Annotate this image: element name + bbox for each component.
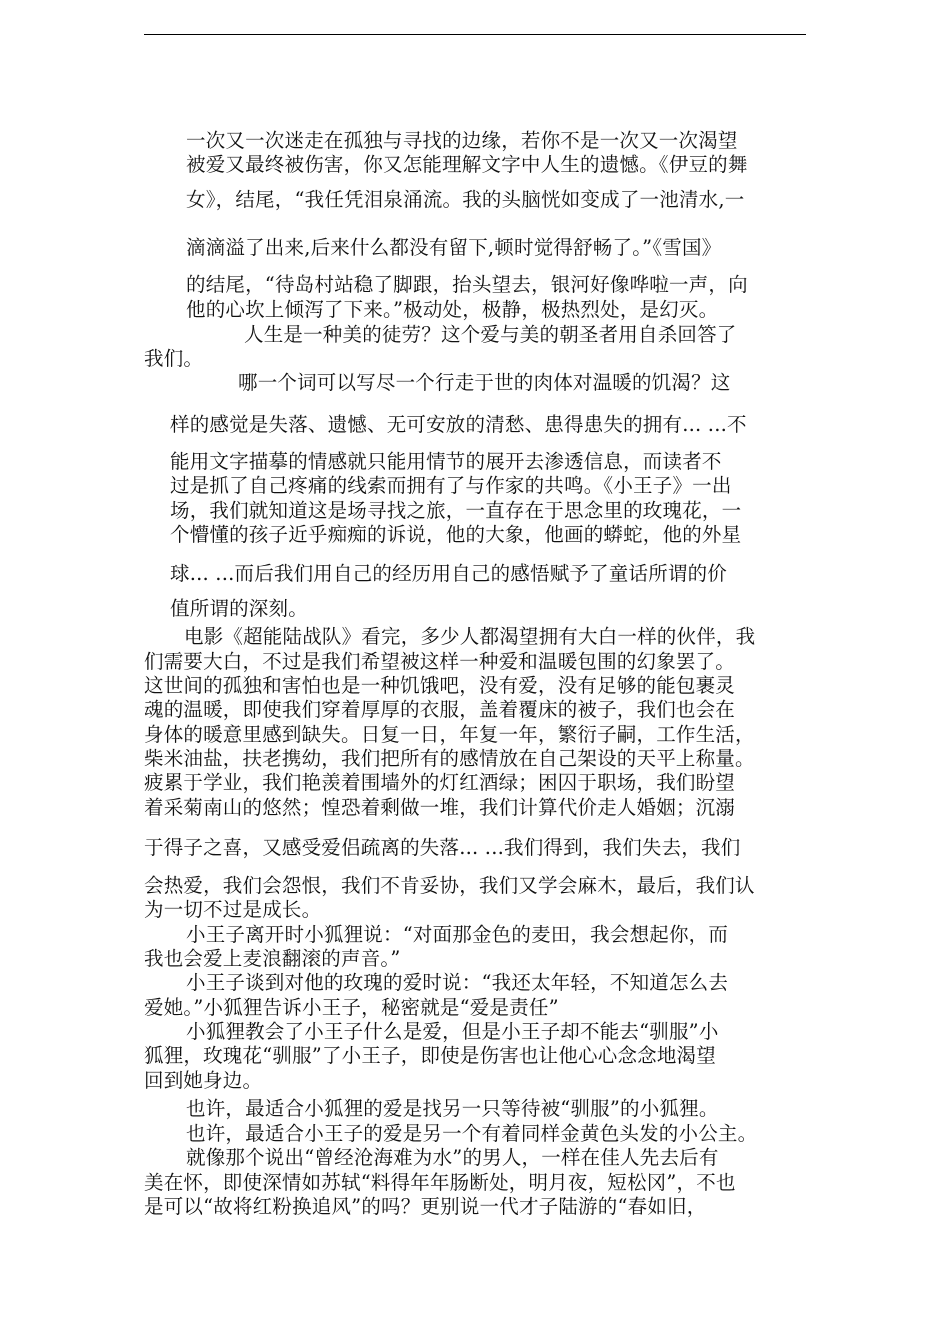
text-line: 人生是一种美的徒劳？这个爱与美的朝圣者用自杀回答了 <box>244 323 737 346</box>
text-line: 会热爱，我们会怨恨，我们不肯妥协，我们又学会麻木，最后，我们认 <box>144 874 755 897</box>
text-line: 过是抓了自己疼痛的线索而拥有了与作家的共鸣。《小王子》一出 <box>170 474 732 497</box>
text-line: 女》，结尾，“我任凭泪泉涌流。我的头脑恍如变成了一池清水,一 <box>186 188 745 211</box>
text-line: 于得子之喜，又感受爱侣疏离的失落... ...我们得到，我们失去，我们 <box>144 836 741 859</box>
text-line: 哪一个词可以写尽一个行走于世的肉体对温暖的饥渴？这 <box>238 371 731 394</box>
text-line: 值所谓的深刻。 <box>170 597 308 620</box>
text-line: 我也会爱上麦浪翻滚的声音。” <box>144 947 401 970</box>
text-line: 美在怀，即使深情如苏轼“料得年年肠断处，明月夜，短松冈”，不也 <box>144 1171 736 1194</box>
text-line: 们需要大白，不过是我们希望被这样一种爱和温暖包围的幻象罢了。 <box>144 650 736 673</box>
text-line: 被爱又最终被伤害，你又怎能理解文字中人生的遗憾。《伊豆的舞 <box>186 153 748 176</box>
text-line: 个懵懂的孩子近乎痴痴的诉说，他的大象，他画的蟒蛇，他的外星 <box>170 523 742 546</box>
text-line: 小王子谈到对他的玫瑰的爱时说：“我还太年轻，不知道怎么去 <box>186 971 729 994</box>
text-line: 电影《超能陆战队》看完，多少人都渴望拥有大白一样的伙伴，我 <box>184 625 756 648</box>
text-line: 为一切不过是成长。 <box>144 898 322 921</box>
text-line: 柴米油盐，扶老携幼，我们把所有的感情放在自己架设的天平上称量。 <box>144 747 755 770</box>
text-line: 一次又一次迷走在孤独与寻找的边缘，若你不是一次又一次渴望 <box>186 129 738 152</box>
text-line: 疲累于学业，我们艳羡着围墙外的灯红酒绿；困囚于职场，我们盼望 <box>144 771 736 794</box>
text-line: 爱她。”小狐狸告诉小王子，秘密就是“爱是责任” <box>144 996 559 1019</box>
text-line: 着采菊南山的悠然；惶恐着剩做一堆，我们计算代价走人婚姻；沉溺 <box>144 796 736 819</box>
text-line: 狐狸，玫瑰花“驯服”了小王子，即使是伤害也让他心心念念地渴望 <box>144 1044 716 1067</box>
text-line: 这世间的孤独和害怕也是一种饥饿吧，没有爱，没有足够的能包裹灵 <box>144 674 736 697</box>
text-line: 小王子离开时小狐狸说：“对面那金色的麦田，我会想起你，而 <box>186 923 729 946</box>
text-line: 样的感觉是失落、遗憾、无可安放的清愁、患得患失的拥有... ...不 <box>170 413 747 436</box>
text-line: 的结尾，“待岛村站稳了脚跟，抬头望去，银河好像哗啦一声，向 <box>186 273 748 296</box>
text-line: 他的心坎上倾泻了下来。”极动处，极静，极热烈处，是幻灭。 <box>186 298 719 321</box>
text-line: 小狐狸教会了小王子什么是爱，但是小王子却不能去“驯服”小 <box>186 1020 719 1043</box>
text-line: 身体的暖意里感到缺失。日复一日，年复一年，繁衍子嗣，工作生活， <box>144 723 755 746</box>
text-line: 我们。 <box>144 347 204 370</box>
text-line: 就像那个说出“曾经沧海难为水”的男人，一样在佳人先去后有 <box>186 1146 719 1169</box>
text-line: 能用文字描摹的情感就只能用情节的展开去渗透信息，而读者不 <box>170 450 722 473</box>
text-line: 是可以“故将红粉换追风”的吗？更别说一代才子陆游的“春如旧， <box>144 1195 707 1218</box>
text-line: 球... ...而后我们用自己的经历用自己的感悟赋予了童话所谓的价 <box>170 562 727 585</box>
text-line: 回到她身边。 <box>144 1069 263 1092</box>
text-line: 也许，最适合小狐狸的爱是找另一只等待被“驯服”的小狐狸。 <box>186 1097 719 1120</box>
text-line: 场，我们就知道这是场寻找之旅，一直存在于思念里的玫瑰花，一 <box>170 499 742 522</box>
text-line: 魂的温暖，即使我们穿着厚厚的衣服，盖着覆床的被子，我们也会在 <box>144 698 736 721</box>
text-line: 也许，最适合小王子的爱是另一个有着同样金黄色头发的小公主。 <box>186 1122 758 1145</box>
text-line: 滴滴溢了出来,后来什么都没有留下,顿时觉得舒畅了。”《雪国》 <box>186 236 722 259</box>
header-rule <box>144 34 806 35</box>
